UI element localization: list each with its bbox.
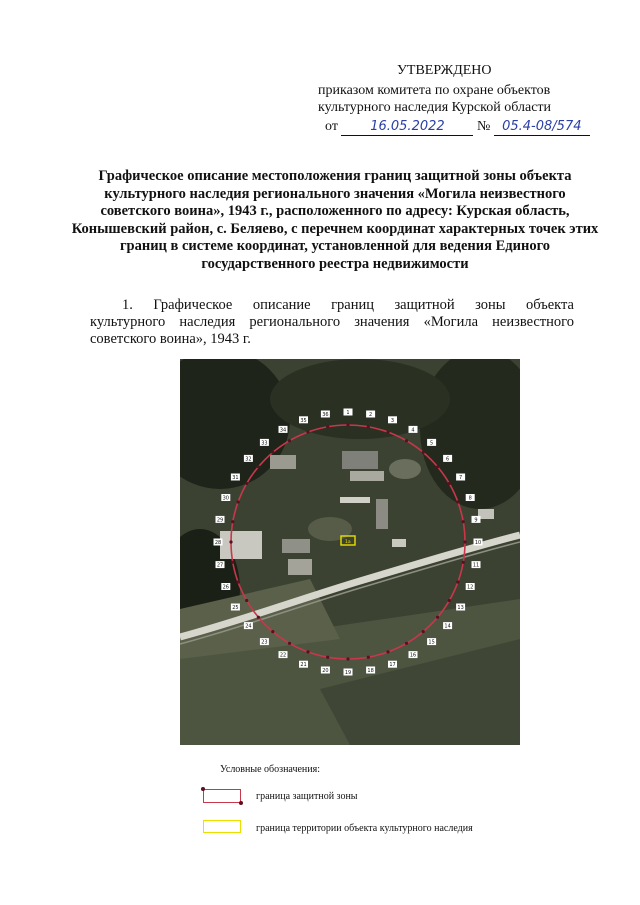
point-label: 16 — [409, 652, 417, 659]
point-label: 9 — [474, 517, 478, 524]
boundary-point — [448, 599, 451, 602]
boundary-point — [462, 561, 465, 564]
point-label: 21 — [300, 662, 307, 669]
boundary-point — [367, 656, 370, 659]
date-prefix: от — [325, 119, 338, 134]
point-label: 36 — [322, 412, 329, 418]
building — [342, 451, 378, 469]
date-value: 16.05.2022 — [341, 118, 473, 136]
boundary-point — [456, 580, 459, 583]
building — [270, 455, 296, 469]
boundary-point — [288, 642, 291, 645]
boundary-point — [422, 630, 425, 633]
building — [340, 497, 370, 503]
point-label: 30 — [222, 495, 229, 502]
point-label: 28 — [214, 540, 222, 546]
point-label: 7 — [459, 475, 463, 481]
building — [376, 499, 388, 529]
point-label: 27 — [216, 562, 224, 569]
point-label: 35 — [300, 417, 307, 424]
point-label: 22 — [279, 652, 287, 659]
point-label: 1 — [346, 410, 350, 416]
paragraph-first-line: 1. Графическое описание границ защитной зоны объекта — [122, 297, 574, 313]
point-label: 4 — [411, 427, 415, 434]
boundary-point — [229, 540, 232, 543]
boundary-point — [257, 465, 260, 468]
boundary-point — [306, 431, 309, 434]
boundary-point — [306, 650, 309, 653]
boundary-point — [463, 540, 466, 543]
boundary-point — [346, 657, 349, 660]
point-label: 6 — [446, 456, 450, 463]
clearing — [389, 459, 421, 479]
building — [350, 471, 384, 481]
approval-date-number-line — [325, 118, 590, 136]
point-label: 11 — [472, 562, 480, 569]
building — [282, 539, 310, 553]
building — [220, 531, 262, 559]
boundary-point — [436, 465, 439, 468]
point-label: 14 — [444, 623, 451, 630]
point-label: 2 — [369, 412, 373, 418]
point-label: 34 — [279, 427, 287, 434]
boundary-point — [346, 423, 349, 426]
boundary-point — [271, 630, 274, 633]
paragraph-rest: культурного наследия регионального значения «Могила неизвестного советского воина», 1943 г. — [90, 314, 574, 347]
approval-line-1: приказом комитета по охране объектов — [318, 83, 551, 98]
boundary-point — [326, 656, 329, 659]
object-label: 1а — [345, 540, 351, 545]
legend-zone-swatch — [203, 789, 241, 803]
boundary-point — [405, 439, 408, 442]
point-label: 13 — [457, 605, 464, 611]
boundary-point — [231, 520, 234, 523]
boundary-point — [462, 520, 465, 523]
section-paragraph — [90, 297, 574, 348]
point-label: 31 — [232, 475, 239, 481]
boundary-point — [456, 500, 459, 503]
point-label: 20 — [322, 668, 329, 674]
legend-object-swatch — [203, 820, 241, 833]
boundary-point — [386, 431, 389, 434]
point-label: 29 — [216, 517, 224, 524]
point-label: 8 — [468, 495, 472, 502]
aerial-map — [180, 359, 520, 745]
legend-zone-label: граница защитной зоны — [256, 791, 358, 802]
point-label: 15 — [428, 639, 435, 646]
number-value: 05.4-08/574 — [494, 118, 590, 136]
boundary-point — [288, 439, 291, 442]
approval-line-2: культурного наследия Курской области — [318, 100, 552, 115]
boundary-point — [367, 425, 370, 428]
point-label: 23 — [261, 639, 268, 646]
approval-heading: УТВЕРЖДЕНО — [397, 63, 492, 78]
point-label: 12 — [467, 584, 474, 591]
boundary-point — [271, 451, 274, 454]
boundary-point — [422, 451, 425, 454]
clearing — [308, 517, 352, 541]
boundary-point — [257, 616, 260, 619]
boundary-point — [386, 650, 389, 653]
building — [288, 559, 312, 575]
number-prefix: № — [476, 119, 491, 134]
point-label: 32 — [245, 456, 252, 463]
boundary-point — [326, 425, 329, 428]
boundary-point — [237, 500, 240, 503]
point-label: 5 — [430, 440, 434, 447]
boundary-point — [237, 580, 240, 583]
point-label: 26 — [222, 584, 229, 591]
point-label: 3 — [390, 417, 395, 424]
boundary-point — [245, 482, 248, 485]
legend-object-label: граница территории объекта культурного наследия — [256, 823, 473, 834]
tree-area — [270, 359, 450, 439]
boundary-point — [436, 616, 439, 619]
point-label: 10 — [474, 540, 482, 546]
building — [392, 539, 406, 547]
point-label: 33 — [261, 440, 268, 447]
point-label: 17 — [389, 662, 396, 669]
boundary-point — [245, 599, 248, 602]
point-label: 18 — [367, 668, 374, 674]
document-title: Графическое описание местоположения границ защитной зоны объекта культурного наследия регионального значения «Могила неизвестного советского воина», 1943 г., расположенного по адресу: Курская область, Конышевский район, с. Беляево, с перечнем координат характерных точек этих границ в системе координат, установленной для ведения Единого государственного реестра недвижимости — [71, 168, 599, 272]
point-label: 19 — [344, 670, 352, 676]
point-label: 24 — [245, 623, 252, 630]
point-label: 25 — [232, 605, 239, 611]
boundary-point — [405, 642, 408, 645]
boundary-point — [231, 561, 234, 564]
boundary-point — [448, 482, 451, 485]
legend-title: Условные обозначения: — [220, 764, 321, 775]
